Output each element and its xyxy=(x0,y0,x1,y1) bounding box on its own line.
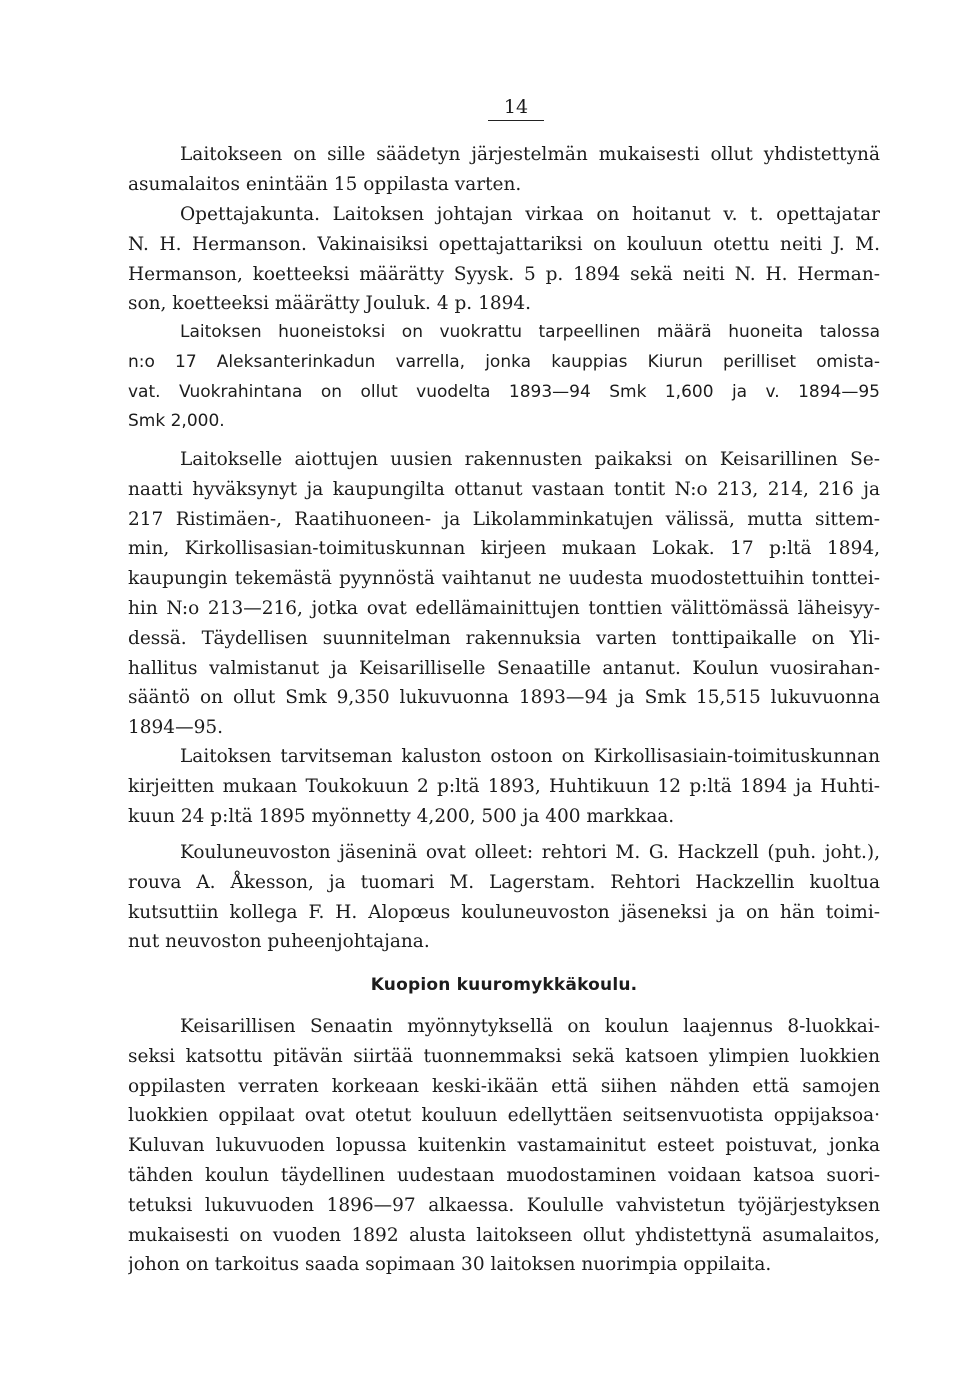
text-line: kirjeitten mukaan Toukokuun 2 p:ltä 1893, Huhtikuun 12 p:ltä 1894 ja Huhti- xyxy=(128,775,880,797)
text-line: 1894—95. xyxy=(128,717,224,739)
text-line: Laitoksen huoneistoksi on vuokrattu tarpeellinen määrä huoneita talossa xyxy=(180,322,880,342)
text-line: luokkien oppilaat ovat otetut kouluun edellyttäen seitsenvuotista oppijaksoa· xyxy=(128,1105,880,1127)
paragraph-4 xyxy=(128,445,880,743)
text-line: kuun 24 p:ltä 1895 myönnetty 4,200, 500 ja 400 markkaa. xyxy=(128,805,675,827)
paragraph-1 xyxy=(128,140,880,200)
paragraph-5 xyxy=(128,742,880,831)
text-line: hallitus valmistanut ja Keisarilliselle Senaatille antanut. Koulun vuosirahan- xyxy=(128,657,880,679)
text-line: sääntö on ollut Smk 9,350 lukuvuonna 1893—94 ja Smk 15,515 lukuvuonna xyxy=(128,687,880,709)
text-line: rouva A. Åkesson, ja tuomari M. Lagerstam. Rehtori Hackzellin kuoltua xyxy=(128,871,880,893)
text-line: Kuluvan lukuvuoden lopussa kuitenkin vastamainitut esteet poistuvat, jonka xyxy=(128,1135,880,1157)
text-line: n:o 17 Aleksanterinkadun varrella, jonka kauppias Kiurun perilliset omista- xyxy=(128,351,880,372)
text-line: oppilasten verraten korkeaan keski-ikään että siihen nähden että samojen xyxy=(128,1075,880,1097)
section-heading: Kuopion kuuromykkäkoulu. xyxy=(370,975,638,995)
text-line: min, Kirkollisasian-toimituskunnan kirjeen mukaan Lokak. 17 p:ltä 1894, xyxy=(128,538,880,560)
text-line: kutsuttiin kollega F. H. Alopœus kouluneuvoston jäseneksi ja on hän toimi- xyxy=(128,901,880,923)
text-line: hin N:o 213—216, jotka ovat edellämainittujen tonttien välittömässä läheisyy- xyxy=(128,597,880,619)
paragraph-6 xyxy=(128,838,880,957)
paragraph-3 xyxy=(128,318,880,437)
text-line: tetuksi lukuvuoden 1896—97 alkaessa. Koululle vahvistetun työjärjestyksen xyxy=(128,1194,880,1216)
text-line: Opettajakunta. Laitoksen johtajan virkaa on hoitanut v. t. opettajatar xyxy=(180,204,880,225)
text-line: Smk 2,000. xyxy=(128,411,225,432)
page-number: 14 xyxy=(488,96,544,121)
text-line: johon on tarkoitus saada sopimaan 30 laitoksen nuorimpia oppilaita. xyxy=(128,1254,772,1276)
text-line: tähden koulun täydellinen uudestaan muodostaminen voidaan katsoa suori- xyxy=(128,1164,880,1186)
text-line: Keisarillisen Senaatin myönnytyksellä on koulun laajennus 8-luokkai- xyxy=(180,1016,880,1037)
text-line: dessä. Täydellisen suunnitelman rakennuksia varten tonttipaikalle on Yli- xyxy=(128,627,880,649)
text-line: kaupungin tekemästä pyynnöstä vaihtanut ne uudesta muodostettuihin tonttei- xyxy=(128,568,880,590)
text-line: Laitokseen on sille säädetyn järjestelmän mukaisesti ollut yhdistettynä xyxy=(180,144,880,165)
text-line: asumalaitos enintään 15 oppilasta varten. xyxy=(128,173,522,195)
text-line: vat. Vuokrahintana on ollut vuodelta 1893—94 Smk 1,600 ja v. 1894—95 xyxy=(128,381,880,402)
text-line: Laitoksen tarvitseman kaluston ostoon on Kirkollisasiain-toimituskunnan xyxy=(180,746,880,767)
paragraph-2 xyxy=(128,200,880,319)
text-line: Hermanson, koetteeksi määrätty Syysk. 5 p. 1894 sekä neiti N. H. Herman- xyxy=(128,263,880,285)
text-line: naatti hyväksynyt ja kaupungilta ottanut vastaan tontit N:o 213, 214, 216 ja xyxy=(128,478,880,500)
text-line: N. H. Hermanson. Vakinaisiksi opettajattariksi on kouluun otettu neiti J. M. xyxy=(128,233,880,255)
text-line: 217 Ristimäen-, Raatihuoneen- ja Likolamminkatujen välissä, mutta sittem- xyxy=(128,508,880,530)
text-line: seksi katsottu pitävän siirtää tuonnemmaksi sekä katsoen ylimpien luokkien xyxy=(128,1045,880,1067)
text-line: nut neuvoston puheenjohtajana. xyxy=(128,931,430,953)
paragraph-7 xyxy=(128,1012,880,1280)
text-line: Laitokselle aiottujen uusien rakennusten paikaksi on Keisarillinen Se- xyxy=(180,449,880,470)
text-line: mukaisesti on vuoden 1892 alusta laitokseen ollut yhdistettynä asumalaitos, xyxy=(128,1224,880,1246)
text-line: Kouluneuvoston jäseninä ovat olleet: rehtori M. G. Hackzell (puh. joht.), xyxy=(180,842,880,863)
text-line: son, koetteeksi määrätty Jouluk. 4 p. 1894. xyxy=(128,293,532,315)
